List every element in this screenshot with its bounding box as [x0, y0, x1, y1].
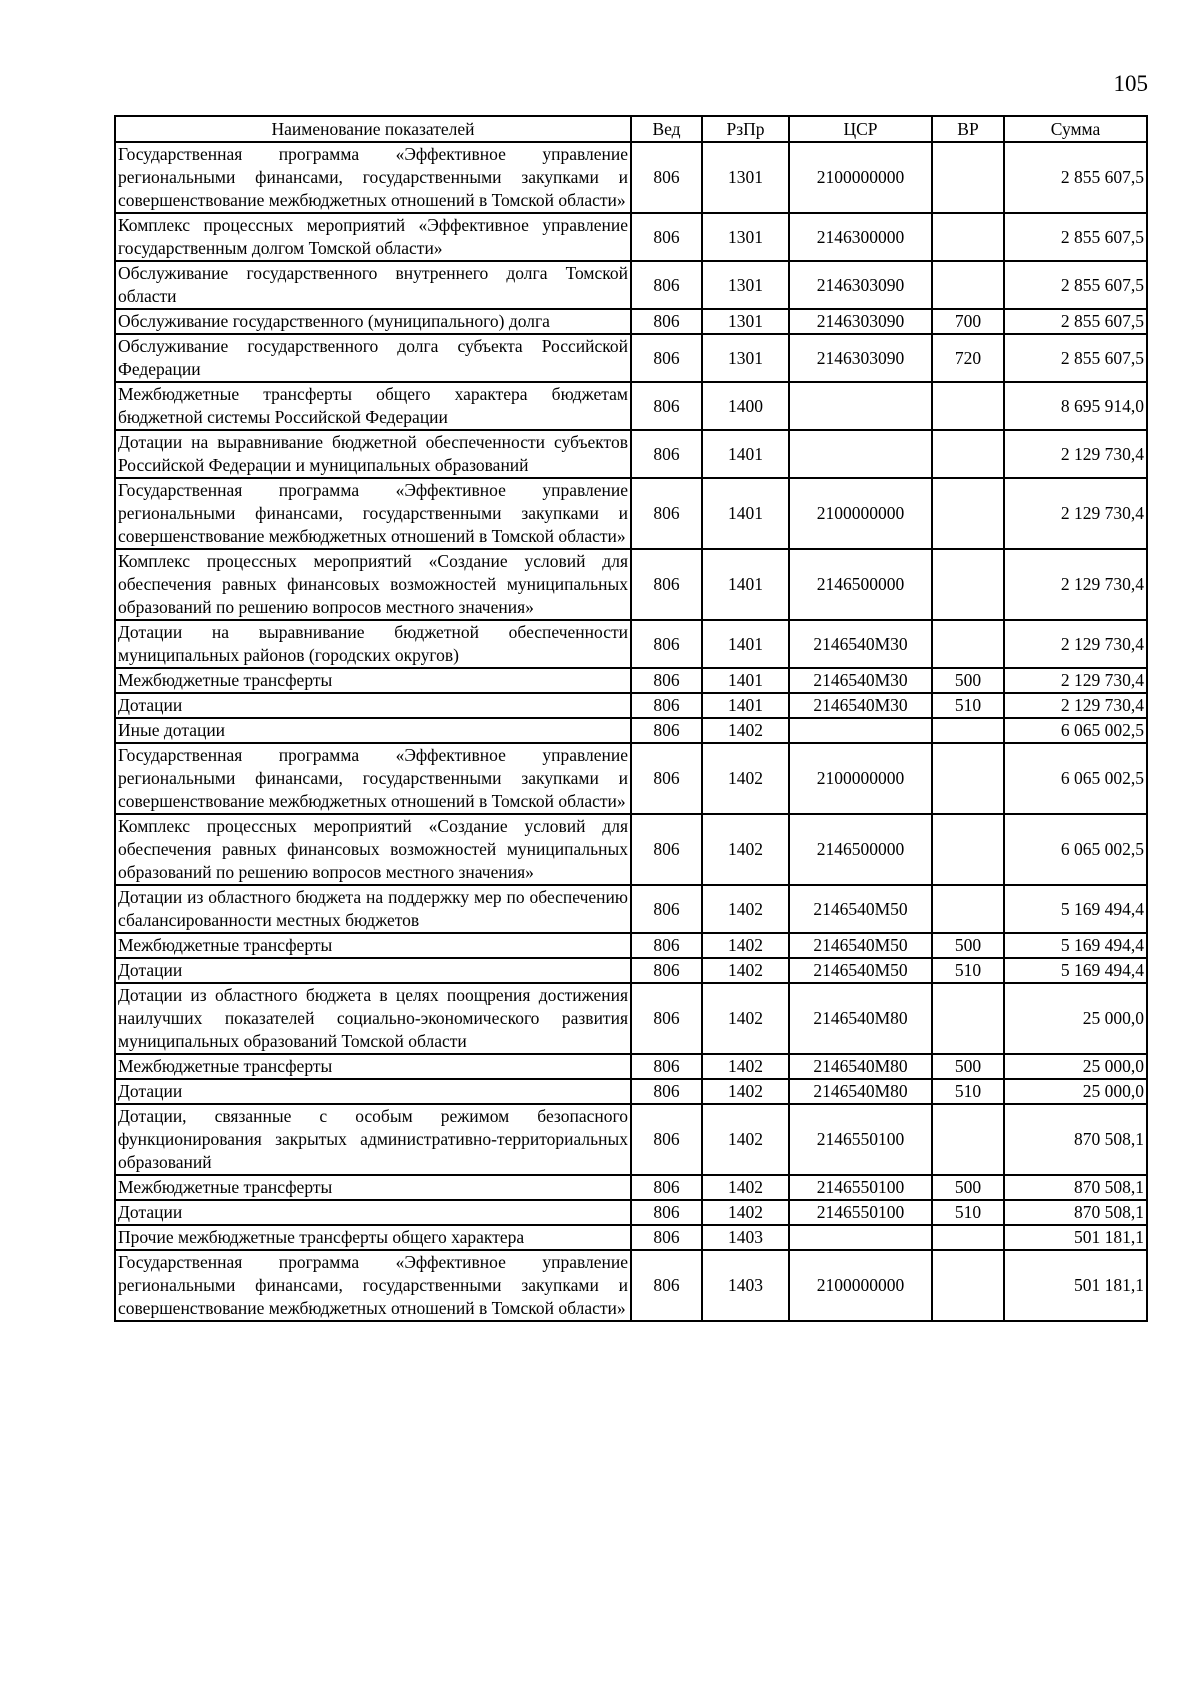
- cell-vr: [932, 814, 1004, 885]
- cell-rzpr: 1301: [702, 142, 789, 213]
- cell-ved: 806: [631, 213, 702, 261]
- table-row: [115, 718, 1147, 743]
- cell-rzpr: 1301: [702, 334, 789, 382]
- cell-sum: 870 508,1: [1004, 1200, 1147, 1225]
- budget-table: [114, 115, 1148, 1322]
- table-row: [115, 430, 1147, 478]
- cell-csr: 2100000000: [789, 743, 932, 814]
- cell-csr: 2100000000: [789, 142, 932, 213]
- cell-sum: 5 169 494,4: [1004, 885, 1147, 933]
- cell-csr: [789, 430, 932, 478]
- cell-vr: 500: [932, 1054, 1004, 1079]
- cell-name: Государственная программа «Эффективное управление региональными финансами, государственными закупками и совершенствование межбюджетных отношений в Томской области»: [115, 1250, 631, 1321]
- table-row: [115, 1200, 1147, 1225]
- table-row: [115, 142, 1147, 213]
- cell-vr: 500: [932, 1175, 1004, 1200]
- table-row: [115, 478, 1147, 549]
- table-row: [115, 693, 1147, 718]
- table-row: [115, 309, 1147, 334]
- cell-rzpr: 1402: [702, 885, 789, 933]
- header-vr: ВР: [932, 116, 1004, 142]
- page-number: 105: [1113, 71, 1148, 96]
- header-csr: ЦСР: [789, 116, 932, 142]
- cell-name: Межбюджетные трансферты общего характера бюджетам бюджетной системы Российской Федерации: [115, 382, 631, 430]
- cell-name: Обслуживание государственного долга субъекта Российской Федерации: [115, 334, 631, 382]
- cell-ved: 806: [631, 814, 702, 885]
- cell-csr: 2100000000: [789, 478, 932, 549]
- cell-sum: 5 169 494,4: [1004, 958, 1147, 983]
- cell-vr: [932, 213, 1004, 261]
- cell-csr: 2146540М50: [789, 885, 932, 933]
- cell-ved: 806: [631, 958, 702, 983]
- cell-csr: 2146300000: [789, 213, 932, 261]
- cell-sum: 6 065 002,5: [1004, 814, 1147, 885]
- table-row: [115, 382, 1147, 430]
- cell-csr: 2146540М80: [789, 983, 932, 1054]
- cell-sum: 2 855 607,5: [1004, 309, 1147, 334]
- cell-vr: 720: [932, 334, 1004, 382]
- cell-rzpr: 1403: [702, 1250, 789, 1321]
- cell-vr: 700: [932, 309, 1004, 334]
- cell-rzpr: 1402: [702, 983, 789, 1054]
- cell-vr: 500: [932, 668, 1004, 693]
- table-row: [115, 1054, 1147, 1079]
- cell-sum: 2 855 607,5: [1004, 261, 1147, 309]
- cell-rzpr: 1402: [702, 1175, 789, 1200]
- cell-vr: [932, 743, 1004, 814]
- cell-name: Обслуживание государственного внутреннего долга Томской области: [115, 261, 631, 309]
- cell-ved: 806: [631, 334, 702, 382]
- cell-vr: [932, 1225, 1004, 1250]
- cell-csr: 2146303090: [789, 261, 932, 309]
- cell-vr: [932, 549, 1004, 620]
- cell-sum: 2 129 730,4: [1004, 693, 1147, 718]
- cell-name: Дотации на выравнивание бюджетной обеспеченности муниципальных районов (городских округов): [115, 620, 631, 668]
- cell-name: Дотации на выравнивание бюджетной обеспеченности субъектов Российской Федерации и муниципальных образований: [115, 430, 631, 478]
- cell-vr: [932, 718, 1004, 743]
- header-sum: Сумма: [1004, 116, 1147, 142]
- cell-name: Комплекс процессных мероприятий «Создание условий для обеспечения равных финансовых возможностей муниципальных образований по решению вопросов местного значения»: [115, 549, 631, 620]
- cell-ved: 806: [631, 743, 702, 814]
- cell-csr: 2146500000: [789, 814, 932, 885]
- cell-ved: 806: [631, 1250, 702, 1321]
- cell-vr: 510: [932, 1200, 1004, 1225]
- cell-ved: 806: [631, 1104, 702, 1175]
- cell-csr: 2146550100: [789, 1175, 932, 1200]
- cell-vr: [932, 885, 1004, 933]
- cell-rzpr: 1402: [702, 743, 789, 814]
- cell-name: Комплекс процессных мероприятий «Создание условий для обеспечения равных финансовых возможностей муниципальных образований по решению вопросов местного значения»: [115, 814, 631, 885]
- cell-ved: 806: [631, 309, 702, 334]
- cell-vr: [932, 430, 1004, 478]
- cell-name: Межбюджетные трансферты: [115, 1175, 631, 1200]
- header-row: [115, 116, 1147, 142]
- table-row: [115, 261, 1147, 309]
- cell-rzpr: 1402: [702, 958, 789, 983]
- cell-vr: [932, 1250, 1004, 1321]
- cell-name: Обслуживание государственного (муниципального) долга: [115, 309, 631, 334]
- cell-sum: 501 181,1: [1004, 1250, 1147, 1321]
- cell-name: Государственная программа «Эффективное управление региональными финансами, государственными закупками и совершенствование межбюджетных отношений в Томской области»: [115, 142, 631, 213]
- cell-vr: 500: [932, 933, 1004, 958]
- cell-sum: 2 129 730,4: [1004, 430, 1147, 478]
- cell-ved: 806: [631, 1200, 702, 1225]
- header-rzpr: РзПр: [702, 116, 789, 142]
- cell-sum: 8 695 914,0: [1004, 382, 1147, 430]
- cell-csr: 2146540М80: [789, 1054, 932, 1079]
- cell-vr: [932, 478, 1004, 549]
- cell-name: Дотации, связанные с особым режимом безопасного функционирования закрытых административно-территориальных образований: [115, 1104, 631, 1175]
- cell-sum: 2 855 607,5: [1004, 334, 1147, 382]
- cell-csr: 2146550100: [789, 1104, 932, 1175]
- cell-csr: [789, 718, 932, 743]
- cell-csr: 2100000000: [789, 1250, 932, 1321]
- cell-vr: [932, 142, 1004, 213]
- cell-ved: 806: [631, 668, 702, 693]
- table-row: [115, 743, 1147, 814]
- cell-vr: 510: [932, 693, 1004, 718]
- cell-sum: 25 000,0: [1004, 1054, 1147, 1079]
- cell-vr: [932, 620, 1004, 668]
- table-row: [115, 1225, 1147, 1250]
- cell-ved: 806: [631, 718, 702, 743]
- cell-csr: 2146550100: [789, 1200, 932, 1225]
- cell-name: Дотации: [115, 958, 631, 983]
- table-header: [115, 116, 1147, 142]
- cell-rzpr: 1402: [702, 1104, 789, 1175]
- cell-csr: 2146540М50: [789, 933, 932, 958]
- cell-sum: 2 129 730,4: [1004, 620, 1147, 668]
- cell-rzpr: 1401: [702, 478, 789, 549]
- cell-sum: 25 000,0: [1004, 983, 1147, 1054]
- table-row: [115, 933, 1147, 958]
- cell-name: Государственная программа «Эффективное управление региональными финансами, государственными закупками и совершенствование межбюджетных отношений в Томской области»: [115, 743, 631, 814]
- cell-ved: 806: [631, 261, 702, 309]
- cell-rzpr: 1401: [702, 549, 789, 620]
- cell-csr: [789, 382, 932, 430]
- cell-vr: 510: [932, 1079, 1004, 1104]
- cell-ved: 806: [631, 142, 702, 213]
- cell-ved: 806: [631, 620, 702, 668]
- cell-sum: 6 065 002,5: [1004, 743, 1147, 814]
- cell-rzpr: 1301: [702, 213, 789, 261]
- cell-csr: 2146303090: [789, 309, 932, 334]
- table-row: [115, 1104, 1147, 1175]
- cell-name: Комплекс процессных мероприятий «Эффективное управление государственным долгом Томской области»: [115, 213, 631, 261]
- table-row: [115, 814, 1147, 885]
- table-row: [115, 1079, 1147, 1104]
- cell-ved: 806: [631, 1175, 702, 1200]
- header-ved: Вед: [631, 116, 702, 142]
- cell-csr: 2146540М80: [789, 1079, 932, 1104]
- table-row: [115, 620, 1147, 668]
- table-row: [115, 1250, 1147, 1321]
- table-body: [115, 142, 1147, 1321]
- cell-name: Дотации из областного бюджета в целях поощрения достижения наилучших показателей социально-экономического развития муниципальных образований Томской области: [115, 983, 631, 1054]
- cell-vr: [932, 261, 1004, 309]
- cell-sum: 25 000,0: [1004, 1079, 1147, 1104]
- cell-csr: 2146500000: [789, 549, 932, 620]
- cell-name: Дотации: [115, 693, 631, 718]
- table-row: [115, 213, 1147, 261]
- cell-rzpr: 1402: [702, 814, 789, 885]
- table-row: [115, 983, 1147, 1054]
- cell-rzpr: 1401: [702, 620, 789, 668]
- cell-sum: 2 855 607,5: [1004, 142, 1147, 213]
- cell-sum: 5 169 494,4: [1004, 933, 1147, 958]
- cell-rzpr: 1401: [702, 430, 789, 478]
- cell-rzpr: 1401: [702, 668, 789, 693]
- table-row: [115, 549, 1147, 620]
- cell-sum: 6 065 002,5: [1004, 718, 1147, 743]
- header-name: Наименование показателей: [115, 116, 631, 142]
- cell-sum: 2 129 730,4: [1004, 549, 1147, 620]
- cell-ved: 806: [631, 382, 702, 430]
- cell-rzpr: 1402: [702, 933, 789, 958]
- cell-ved: 806: [631, 983, 702, 1054]
- cell-rzpr: 1301: [702, 261, 789, 309]
- cell-ved: 806: [631, 1079, 702, 1104]
- cell-ved: 806: [631, 1054, 702, 1079]
- cell-sum: 870 508,1: [1004, 1104, 1147, 1175]
- cell-ved: 806: [631, 885, 702, 933]
- cell-vr: [932, 382, 1004, 430]
- cell-rzpr: 1402: [702, 1054, 789, 1079]
- cell-name: Дотации из областного бюджета на поддержку мер по обеспечению сбалансированности местных бюджетов: [115, 885, 631, 933]
- cell-name: Дотации: [115, 1079, 631, 1104]
- cell-csr: 2146540М30: [789, 693, 932, 718]
- cell-name: Иные дотации: [115, 718, 631, 743]
- cell-rzpr: 1403: [702, 1225, 789, 1250]
- cell-rzpr: 1400: [702, 382, 789, 430]
- table-row: [115, 1175, 1147, 1200]
- cell-rzpr: 1401: [702, 693, 789, 718]
- cell-ved: 806: [631, 933, 702, 958]
- cell-ved: 806: [631, 1225, 702, 1250]
- cell-rzpr: 1301: [702, 309, 789, 334]
- cell-rzpr: 1402: [702, 1200, 789, 1225]
- cell-vr: 510: [932, 958, 1004, 983]
- cell-csr: 2146540М50: [789, 958, 932, 983]
- cell-csr: 2146303090: [789, 334, 932, 382]
- cell-csr: 2146540М30: [789, 668, 932, 693]
- cell-rzpr: 1402: [702, 718, 789, 743]
- cell-ved: 806: [631, 549, 702, 620]
- cell-name: Прочие межбюджетные трансферты общего характера: [115, 1225, 631, 1250]
- cell-sum: 2 855 607,5: [1004, 213, 1147, 261]
- cell-ved: 806: [631, 478, 702, 549]
- cell-rzpr: 1402: [702, 1079, 789, 1104]
- cell-csr: 2146540М30: [789, 620, 932, 668]
- cell-csr: [789, 1225, 932, 1250]
- cell-sum: 2 129 730,4: [1004, 668, 1147, 693]
- cell-ved: 806: [631, 430, 702, 478]
- table-row: [115, 334, 1147, 382]
- cell-name: Межбюджетные трансферты: [115, 668, 631, 693]
- cell-sum: 501 181,1: [1004, 1225, 1147, 1250]
- cell-sum: 2 129 730,4: [1004, 478, 1147, 549]
- table-row: [115, 668, 1147, 693]
- table-row: [115, 958, 1147, 983]
- cell-name: Дотации: [115, 1200, 631, 1225]
- table-row: [115, 885, 1147, 933]
- cell-name: Государственная программа «Эффективное управление региональными финансами, государственными закупками и совершенствование межбюджетных отношений в Томской области»: [115, 478, 631, 549]
- cell-name: Межбюджетные трансферты: [115, 1054, 631, 1079]
- cell-ved: 806: [631, 693, 702, 718]
- cell-vr: [932, 983, 1004, 1054]
- cell-name: Межбюджетные трансферты: [115, 933, 631, 958]
- cell-vr: [932, 1104, 1004, 1175]
- cell-sum: 870 508,1: [1004, 1175, 1147, 1200]
